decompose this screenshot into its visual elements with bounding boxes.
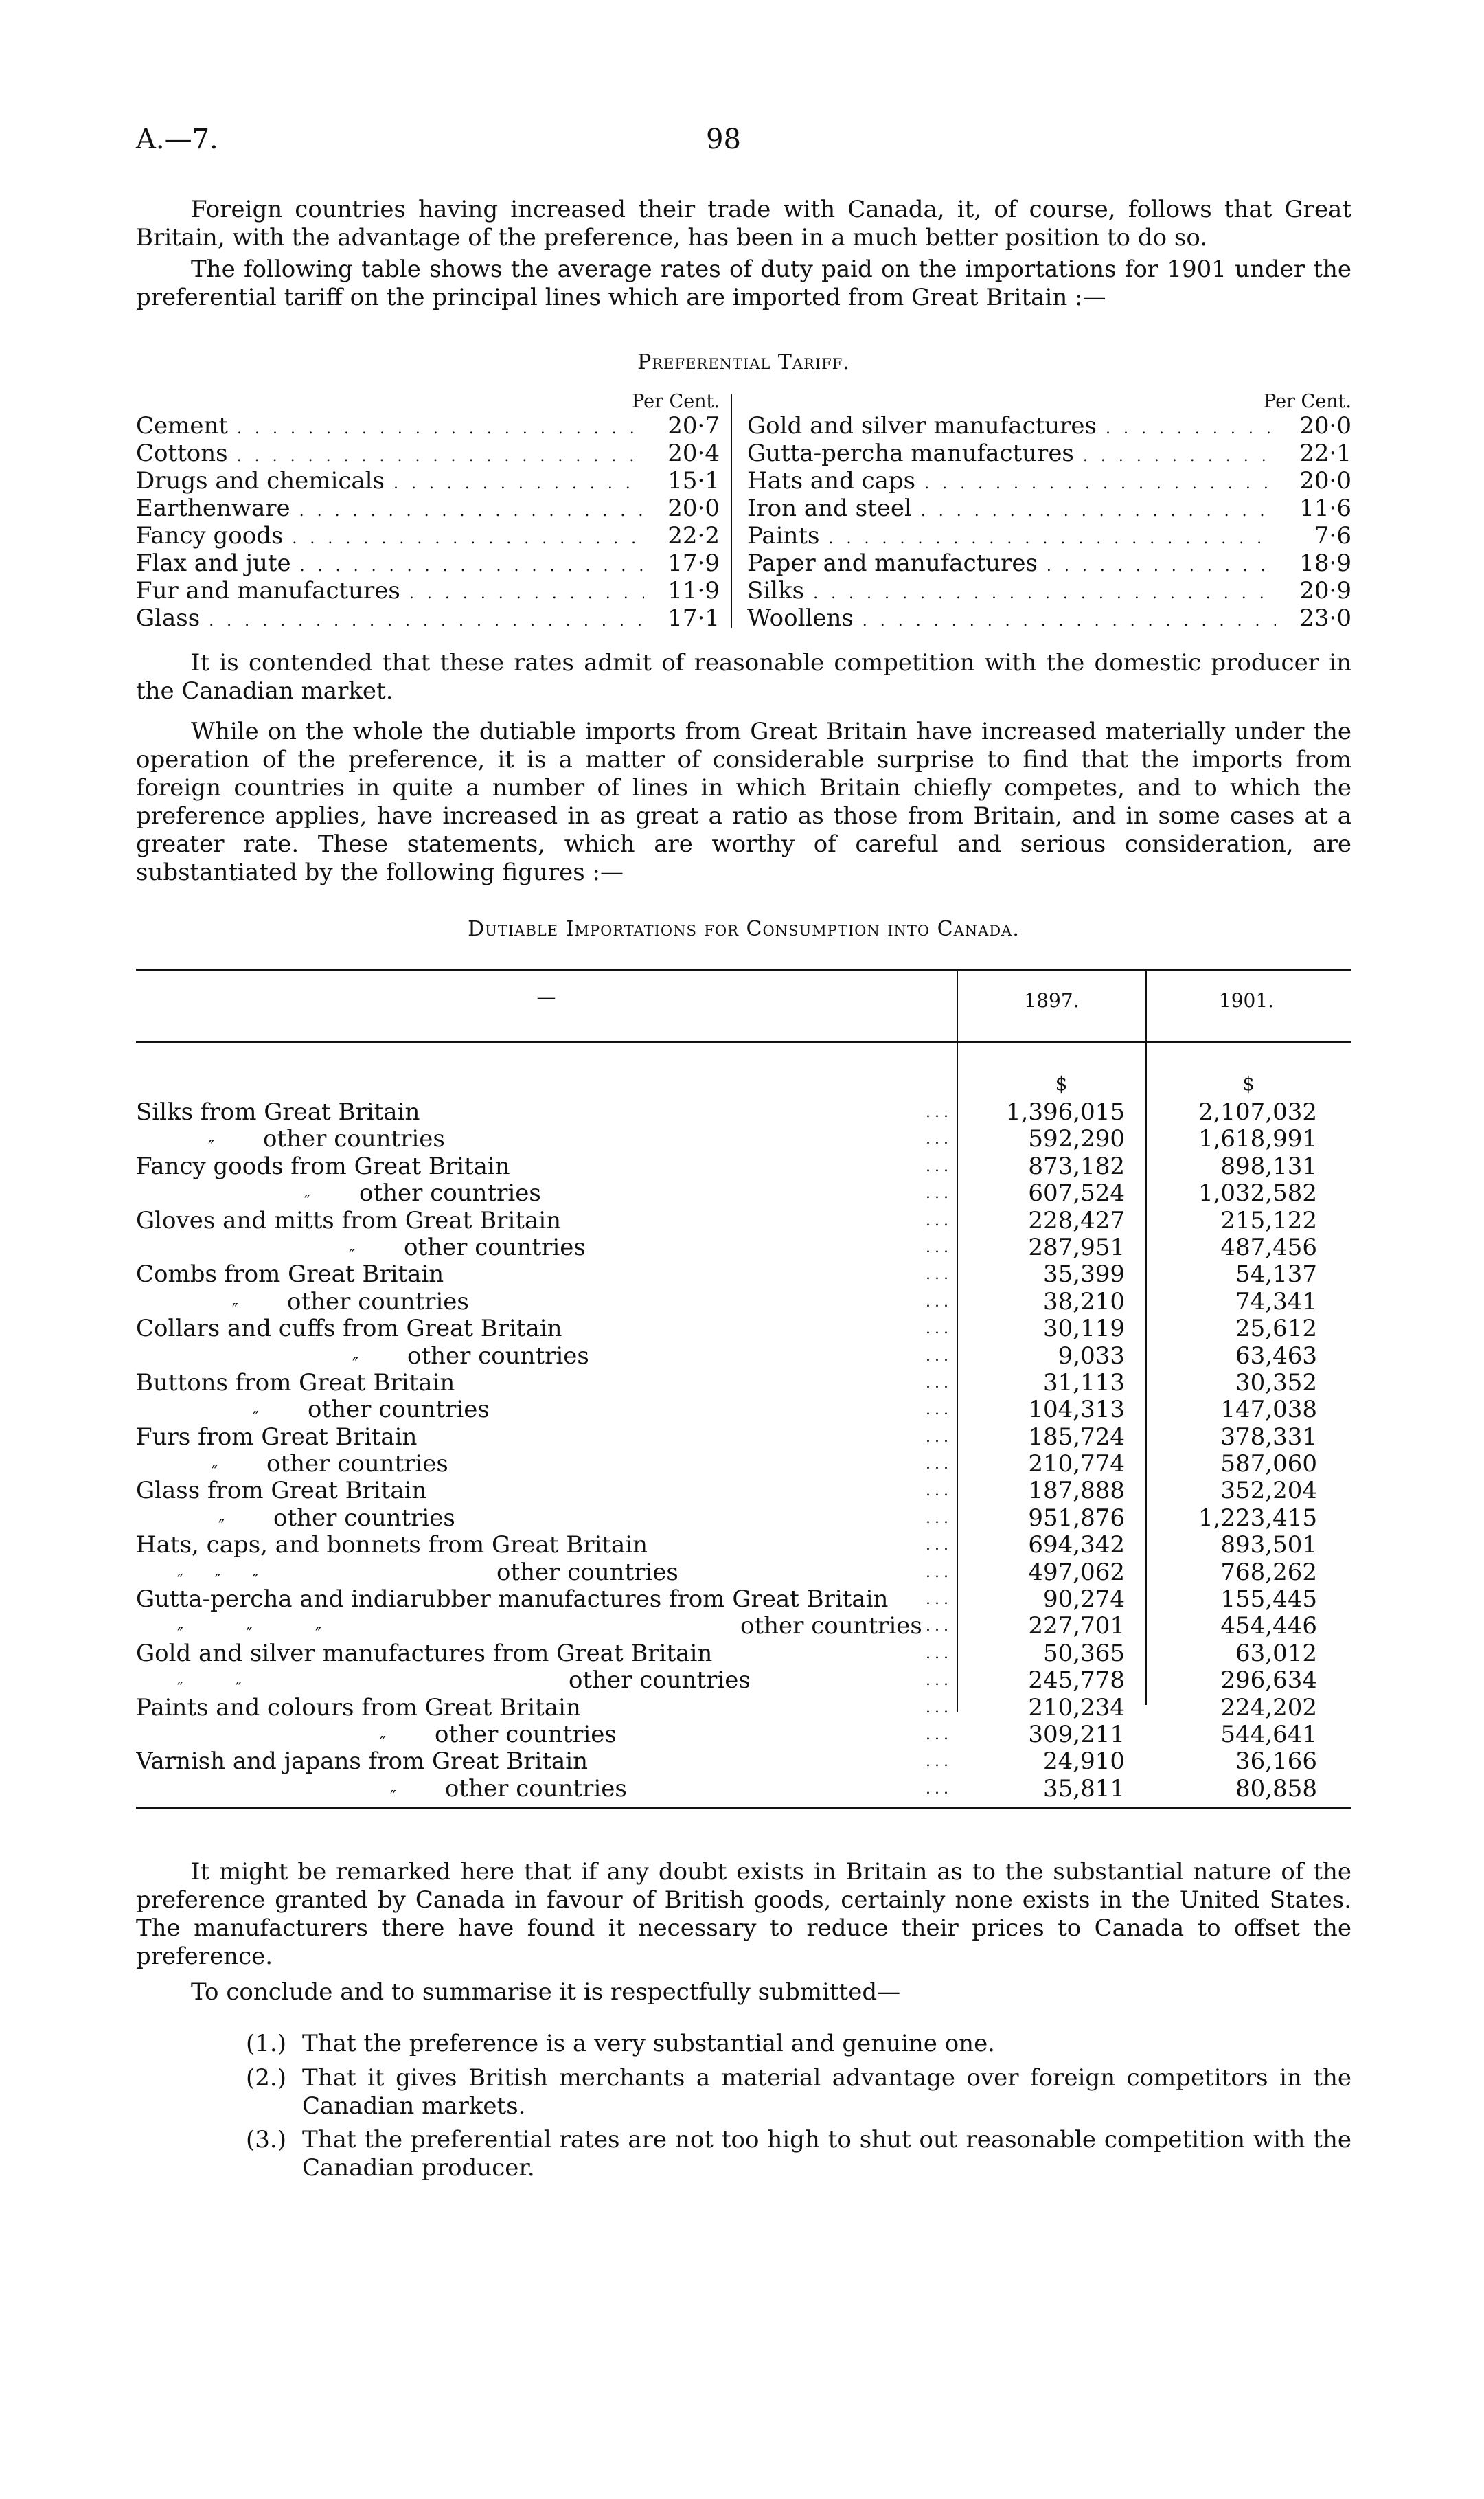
leader-dots: ... — [926, 1537, 952, 1554]
tariff-item: Gold and silver manufactures . . . — [747, 412, 1276, 440]
table-row — [136, 1451, 1351, 1478]
value-1901: 487,456 — [1220, 1233, 1317, 1261]
value-1901: 587,060 — [1220, 1450, 1317, 1478]
tariff-item: Glass . . . — [136, 604, 644, 632]
paragraph-6: To conclude and to summarise it is respectfully submitted— — [191, 1978, 901, 2006]
value-1897: 9,033 — [1058, 1342, 1125, 1370]
value-1901: 63,012 — [1235, 1639, 1317, 1667]
tariff-rate: 17·9 — [667, 550, 720, 577]
tariff-row — [136, 550, 720, 577]
table-row — [136, 1208, 1351, 1234]
leader-dots: ... — [926, 1509, 952, 1527]
leader-dots: ... — [926, 1672, 952, 1690]
value-1901: 1,618,991 — [1198, 1125, 1317, 1153]
value-1897: 24,910 — [1043, 1748, 1125, 1776]
value-1901: 155,445 — [1220, 1585, 1317, 1614]
table-row — [136, 1261, 1351, 1288]
tariff-item: Silks . . . — [747, 577, 1276, 604]
tariff-row — [136, 412, 720, 440]
tariff-row — [747, 604, 1351, 632]
table-header-rule — [136, 1041, 1351, 1043]
tariff-row — [747, 412, 1351, 440]
tariff-rate: 23·0 — [1299, 604, 1351, 632]
table-row — [136, 1315, 1351, 1342]
row-label: Collars and cuffs from Great Britain — [136, 1315, 562, 1343]
ditto-mark: ″ ″ ″ — [177, 1625, 321, 1640]
value-1897: 104,313 — [1028, 1396, 1125, 1424]
ditto-mark: ″ — [232, 1300, 238, 1316]
tariff-row — [136, 440, 720, 467]
header-1897: 1897. — [1024, 989, 1080, 1012]
table-row — [136, 1532, 1351, 1559]
conclusion-item-3: (3.) That the preferential rates are not too high to shut out reasonable competition with the Canadian producer. — [246, 2126, 1351, 2182]
row-label: Paints and colours from Great Britain — [136, 1694, 581, 1721]
row-label: other countries — [407, 1342, 589, 1370]
ditto-mark: ″ — [352, 1354, 358, 1370]
tariff-rate: 20·7 — [667, 412, 720, 440]
table-row — [136, 1396, 1351, 1423]
row-label: Gutta-percha and indiarubber manufactures from Great Britain — [136, 1586, 889, 1614]
tariff-rate: 17·1 — [667, 604, 720, 632]
table-row — [136, 1126, 1351, 1153]
table-row — [136, 1478, 1351, 1504]
leader-dots: ... — [926, 1456, 952, 1473]
tariff-rate: 20·0 — [1299, 412, 1351, 440]
value-1897: 38,210 — [1043, 1287, 1125, 1315]
ditto-mark: ″ ″ ″ — [177, 1570, 259, 1587]
row-label: other countries — [287, 1288, 469, 1315]
value-1897: 30,119 — [1043, 1315, 1125, 1343]
leader-dots: ... — [926, 1212, 952, 1230]
tariff-item: Fur and manufactures . . . — [136, 577, 644, 604]
leader-dots: ... — [926, 1266, 952, 1284]
currency-1901: $ — [1242, 1072, 1255, 1095]
value-1897: 228,427 — [1028, 1206, 1125, 1234]
page-number: 98 — [706, 124, 741, 155]
table-row — [136, 1776, 1351, 1802]
leader-dots: ... — [926, 1374, 952, 1392]
value-1901: 2,107,032 — [1198, 1098, 1317, 1126]
leader-dots: ... — [926, 1428, 952, 1446]
value-1897: 592,290 — [1028, 1125, 1125, 1153]
leader-dots: ... — [926, 1644, 952, 1662]
leader-dots: ... — [926, 1401, 952, 1419]
row-label: other countries — [496, 1559, 678, 1586]
value-1897: 245,778 — [1028, 1666, 1125, 1695]
tariff-row — [136, 577, 720, 604]
row-label: other countries — [266, 1451, 448, 1478]
tariff-rate: 11·9 — [667, 577, 720, 604]
value-1897: 1,396,015 — [1005, 1098, 1125, 1126]
value-1901: 768,262 — [1220, 1558, 1317, 1586]
value-1901: 296,634 — [1220, 1666, 1317, 1695]
row-label: Hats, caps, and bonnets from Great Britain — [136, 1532, 648, 1559]
tariff-item: Fancy goods . . . — [136, 522, 644, 550]
value-1901: 215,122 — [1220, 1206, 1317, 1234]
tariff-item: Iron and steel . . . — [747, 495, 1276, 522]
ditto-mark: ″ ″ — [177, 1679, 242, 1695]
value-1897: 694,342 — [1028, 1531, 1125, 1559]
tariff-row — [747, 577, 1351, 604]
tariff-item: Earthenware . . . — [136, 495, 644, 522]
value-1897: 227,701 — [1028, 1612, 1125, 1640]
tariff-rate: 20·0 — [1299, 467, 1351, 495]
tariff-rate: 20·9 — [1299, 577, 1351, 604]
value-1897: 287,951 — [1028, 1233, 1125, 1261]
ditto-mark: ″ — [380, 1732, 386, 1749]
tariff-item: Gutta-percha manufactures . . . — [747, 440, 1276, 467]
table-row — [136, 1640, 1351, 1667]
table-row — [136, 1667, 1351, 1694]
tariff-item: Cement . . . — [136, 412, 644, 440]
tariff-row — [747, 467, 1351, 495]
table-row — [136, 1721, 1351, 1748]
tariff-row — [747, 440, 1351, 467]
value-1897: 35,811 — [1043, 1774, 1125, 1802]
table-row — [136, 1748, 1351, 1775]
leader-dots: ... — [926, 1699, 952, 1717]
value-1897: 35,399 — [1043, 1260, 1125, 1289]
tariff-rate: 20·4 — [667, 440, 720, 467]
tariff-rate: 15·1 — [667, 467, 720, 495]
row-label: Gloves and mitts from Great Britain — [136, 1207, 561, 1234]
table-row — [136, 1424, 1351, 1451]
value-1901: 352,204 — [1220, 1477, 1317, 1505]
leader-dots: ... — [926, 1482, 952, 1500]
header-blank: — — [536, 986, 556, 1008]
value-1901: 893,501 — [1220, 1531, 1317, 1559]
tariff-left-column — [136, 392, 720, 632]
value-1897: 90,274 — [1043, 1585, 1125, 1614]
paragraph-3: It is contended that these rates admit of reasonable competition with the domestic producer in the Canadian market. — [136, 649, 1351, 705]
row-label: other countries — [435, 1721, 617, 1748]
value-1897: 210,774 — [1028, 1450, 1125, 1478]
tariff-rate: 18·9 — [1299, 550, 1351, 577]
value-1901: 80,858 — [1235, 1774, 1317, 1802]
leader-dots: ... — [926, 1239, 952, 1256]
table-row — [136, 1586, 1351, 1613]
table-row — [136, 1559, 1351, 1586]
value-1901: 63,463 — [1235, 1342, 1317, 1370]
leader-dots: ... — [926, 1104, 952, 1121]
table-row — [136, 1343, 1351, 1370]
tariff-row — [747, 522, 1351, 550]
row-label: Combs from Great Britain — [136, 1261, 444, 1289]
conclusion-item-1: (1.) That the preference is a very substantial and genuine one. — [246, 2030, 995, 2057]
table-row — [136, 1180, 1351, 1207]
row-label: Fancy goods from Great Britain — [136, 1153, 510, 1180]
ditto-mark: ″ — [208, 1138, 214, 1153]
row-label: other countries — [273, 1504, 455, 1532]
row-label: Furs from Great Britain — [136, 1423, 418, 1451]
row-label: other countries — [740, 1613, 922, 1640]
value-1901: 25,612 — [1235, 1315, 1317, 1343]
leader-dots: ... — [926, 1131, 952, 1149]
preferential-tariff-title: Preferential Tariff. — [637, 350, 850, 374]
table-row — [136, 1613, 1351, 1640]
value-1897: 309,211 — [1028, 1720, 1125, 1748]
leader-dots: ... — [926, 1293, 952, 1311]
value-1901: 378,331 — [1220, 1423, 1317, 1451]
leader-dots: ... — [926, 1591, 952, 1609]
paragraph-5: It might be remarked here that if any doubt exists in Britain as to the substantial nature of the preference granted by Canada in favour of British goods, certainly none exists in the United States. The manufacturers there have found it necessary to reduce their prices to Canada to offset the preference. — [136, 1858, 1351, 1970]
paragraph-1: Foreign countries having increased their trade with Canada, it, of course, follows that Great Britain, with the advantage of the preference, has been in a much better position to do so. — [136, 196, 1351, 251]
tariff-rate: 22·2 — [667, 522, 720, 550]
document-reference: A.—7. — [136, 124, 218, 155]
table-row — [136, 1099, 1351, 1126]
value-1897: 185,724 — [1028, 1423, 1125, 1451]
value-1897: 50,365 — [1043, 1639, 1125, 1667]
leader-dots: ... — [926, 1726, 952, 1743]
table-body — [136, 1099, 1351, 1802]
leader-dots: ... — [926, 1780, 952, 1798]
table-row — [136, 1289, 1351, 1315]
table-row — [136, 1153, 1351, 1180]
ditto-mark: ″ — [304, 1192, 310, 1208]
row-label: Gold and silver manufactures from Great Britain — [136, 1640, 713, 1667]
leader-dots: ... — [926, 1563, 952, 1581]
value-1901: 544,641 — [1220, 1720, 1317, 1748]
tariff-item: Paper and manufactures . . . — [747, 550, 1276, 577]
tariff-rate: 20·0 — [667, 495, 720, 522]
value-1901: 898,131 — [1220, 1152, 1317, 1180]
tariff-item: Cottons . . . — [136, 440, 644, 467]
tariff-item: Flax and jute . . . — [136, 550, 644, 577]
per-cent-label: Per Cent. — [632, 391, 720, 412]
leader-dots: ... — [926, 1347, 952, 1365]
table-row — [136, 1234, 1351, 1261]
leader-dots: ... — [926, 1753, 952, 1771]
value-1897: 873,182 — [1028, 1152, 1125, 1180]
value-1897: 607,524 — [1028, 1179, 1125, 1208]
tariff-divider — [731, 394, 732, 628]
row-label: other countries — [445, 1775, 627, 1802]
ditto-mark: ″ — [349, 1245, 355, 1262]
value-1897: 210,234 — [1028, 1693, 1125, 1721]
row-label: other countries — [263, 1126, 445, 1153]
value-1901: 30,352 — [1235, 1368, 1317, 1396]
dutiable-table-title: Dutiable Importations for Consumption into Canada. — [468, 917, 1020, 941]
paragraph-2: The following table shows the average rates of duty paid on the importations for 1901 under the preferential tariff on the principal lines which are imported from Great Britain :— — [136, 256, 1351, 311]
ditto-mark: ″ — [212, 1462, 218, 1478]
tariff-item: Drugs and chemicals . . . — [136, 467, 644, 495]
value-1897: 187,888 — [1028, 1477, 1125, 1505]
value-1901: 1,223,415 — [1198, 1504, 1317, 1532]
tariff-item: Paints . . . — [747, 522, 1276, 550]
ditto-mark: ″ — [218, 1516, 225, 1533]
value-1897: 497,062 — [1028, 1558, 1125, 1586]
conclusion-item-2: (2.) That it gives British merchants a material advantage over foreign competitors in the Canadian markets. — [246, 2064, 1351, 2120]
value-1897: 951,876 — [1028, 1504, 1125, 1532]
tariff-rate: 11·6 — [1299, 495, 1351, 522]
ditto-mark: ″ — [253, 1408, 259, 1424]
row-label: Varnish and japans from Great Britain — [136, 1748, 589, 1776]
tariff-row — [136, 467, 720, 495]
row-label: Silks from Great Britain — [136, 1099, 420, 1126]
value-1901: 36,166 — [1235, 1748, 1317, 1776]
row-label: Glass from Great Britain — [136, 1478, 427, 1505]
value-1901: 454,446 — [1220, 1612, 1317, 1640]
tariff-right-column — [747, 392, 1351, 632]
currency-1897: $ — [1055, 1072, 1068, 1095]
tariff-row — [136, 495, 720, 522]
value-1901: 1,032,582 — [1198, 1179, 1317, 1208]
table-bottom-rule — [136, 1807, 1351, 1809]
value-1901: 74,341 — [1235, 1287, 1317, 1315]
value-1901: 54,137 — [1235, 1260, 1317, 1289]
leader-dots: ... — [926, 1185, 952, 1203]
header-1901: 1901. — [1218, 989, 1275, 1012]
row-label: other countries — [359, 1180, 541, 1208]
tariff-row — [747, 495, 1351, 522]
value-1901: 224,202 — [1220, 1693, 1317, 1721]
table-row — [136, 1695, 1351, 1721]
leader-dots: ... — [926, 1157, 952, 1175]
tariff-rate: 7·6 — [1314, 522, 1351, 550]
value-1897: 31,113 — [1043, 1368, 1125, 1396]
table-row — [136, 1505, 1351, 1532]
row-label: other countries — [569, 1667, 751, 1695]
table-row — [136, 1370, 1351, 1396]
leader-dots: ... — [926, 1320, 952, 1338]
row-label: other countries — [404, 1234, 586, 1261]
ditto-mark: ″ — [390, 1787, 396, 1803]
paragraph-4: While on the whole the dutiable imports from Great Britain have increased materially under the operation of the preference, it is a matter of considerable surprise to find that the imports from foreign countries in quite a number of lines in which Britain chiefly competes, and to which the preference applies, have increased in as great a ratio as those from Britain, and in some cases at a greater rate. These statements, which are worthy of careful and serious consideration, are substantiated by the following figures :— — [136, 718, 1351, 886]
tariff-row — [136, 522, 720, 550]
row-label: other countries — [308, 1396, 490, 1424]
currency-row — [136, 1070, 1351, 1097]
value-1901: 147,038 — [1220, 1396, 1317, 1424]
tariff-row — [747, 550, 1351, 577]
tariff-item: Woollens . . . — [747, 604, 1276, 632]
tariff-row — [136, 604, 720, 632]
tariff-item: Hats and caps . . . — [747, 467, 1276, 495]
tariff-rate: 22·1 — [1299, 440, 1351, 467]
table-top-rule — [136, 969, 1351, 971]
leader-dots: ... — [926, 1618, 952, 1636]
per-cent-label: Per Cent. — [1264, 391, 1351, 412]
row-label: Buttons from Great Britain — [136, 1369, 455, 1396]
